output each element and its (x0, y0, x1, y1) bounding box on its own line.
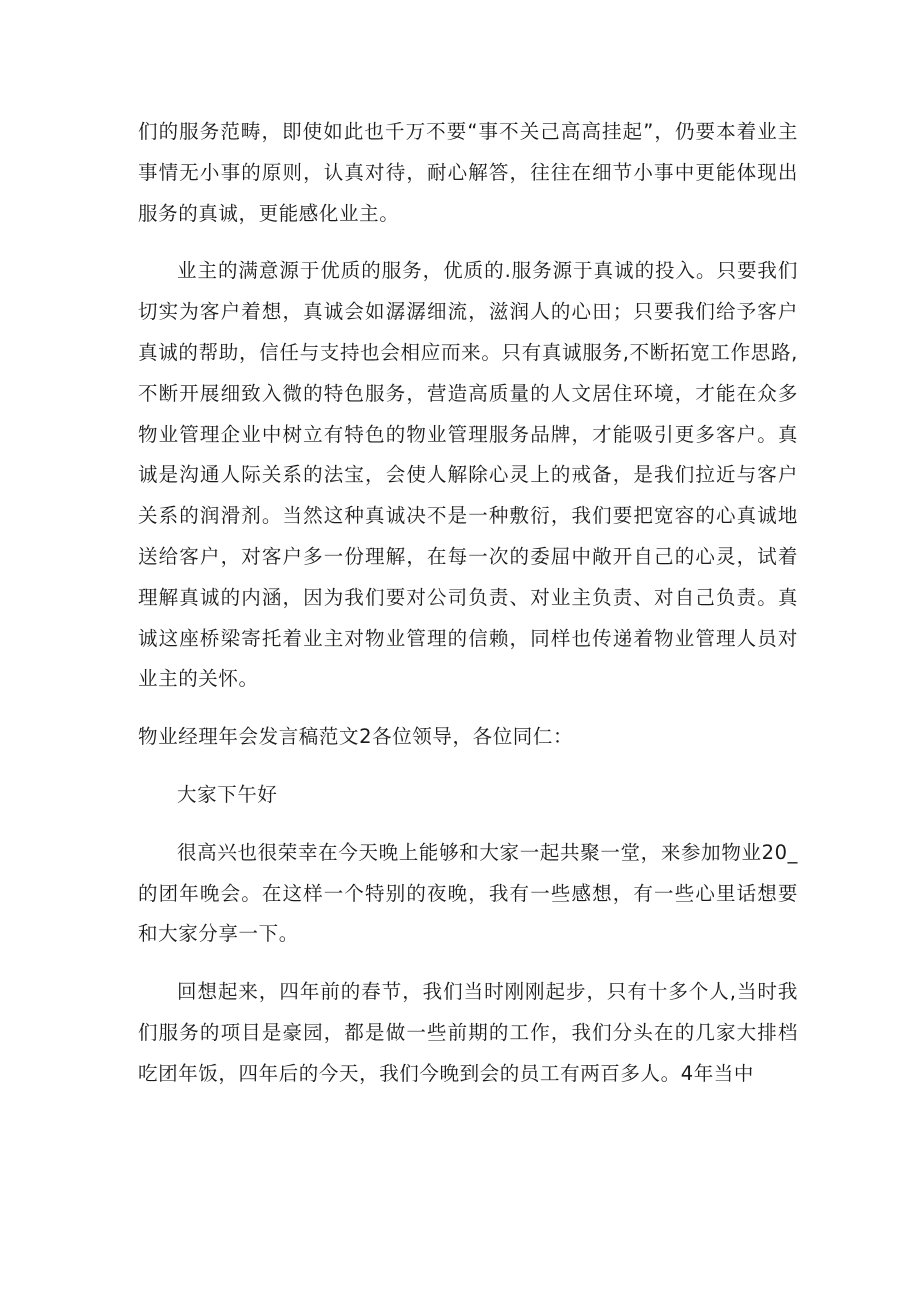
speech-title: 物业经理年会发言稿范文2各位领导，各位同仁： (138, 725, 574, 749)
paragraph-history: 回想起来，四年前的春节，我们当时刚刚起步，只有十多个人,当时我们服务的项目是豪园，都是做一些前期的工作，我们分头在的几家大排档吃团年饭，四年后的今天，我们今晚到会的员工有两百多人。4年当中 (138, 980, 798, 1085)
greeting-line: 大家下午好 (177, 782, 278, 806)
paragraph-service-scope: 们的服务范畴，即使如此也千万不要“事不关己高高挂起”，仍要本着业主事情无小事的原则，认真对待，耐心解答，往往在细节小事中更能体现出服务的真诚，更能感化业主。 (138, 120, 798, 225)
document-page (138, 112, 798, 1112)
paragraph-party: 很高兴也很荣幸在今天晚上能够和大家一起共聚一堂，来参加物业20_的团年晚会。在这样一个特别的夜晚，我有一些感想，有一些心里话想要和大家分享一下。 (138, 840, 798, 946)
paragraph-sincerity: 业主的满意源于优质的服务，优质的.服务源于真诚的投入。只要我们切实为客户着想，真诚会如潺潺细流，滋润人的心田；只要我们给予客户真诚的帮助，信任与支持也会相应而来。只有真诚服务,不断拓宽工作思路,不断开展细致入微的特色服务，营造高质量的人文居住环境，才能在众多物业管理企业中树立有特色的物业管理服务品牌，才能吸引更多客户。真诚是沟通人际关系的法宝，会使人解除心灵上的戒备，是我们拉近与客户关系的润滑剂。当然这种真诚决不是一种敷衍，我们要把宽容的心真诚地送给客户，对客户多一份理解，在每一次的委屈中敞开自己的心灵，试着理解真诚的内涵，因为我们要对公司负责、对业主负责、对自己负责。真诚这座桥梁寄托着业主对物业管理的信赖，同样也传递着物业管理人员对业主的关怀。 (138, 259, 798, 691)
